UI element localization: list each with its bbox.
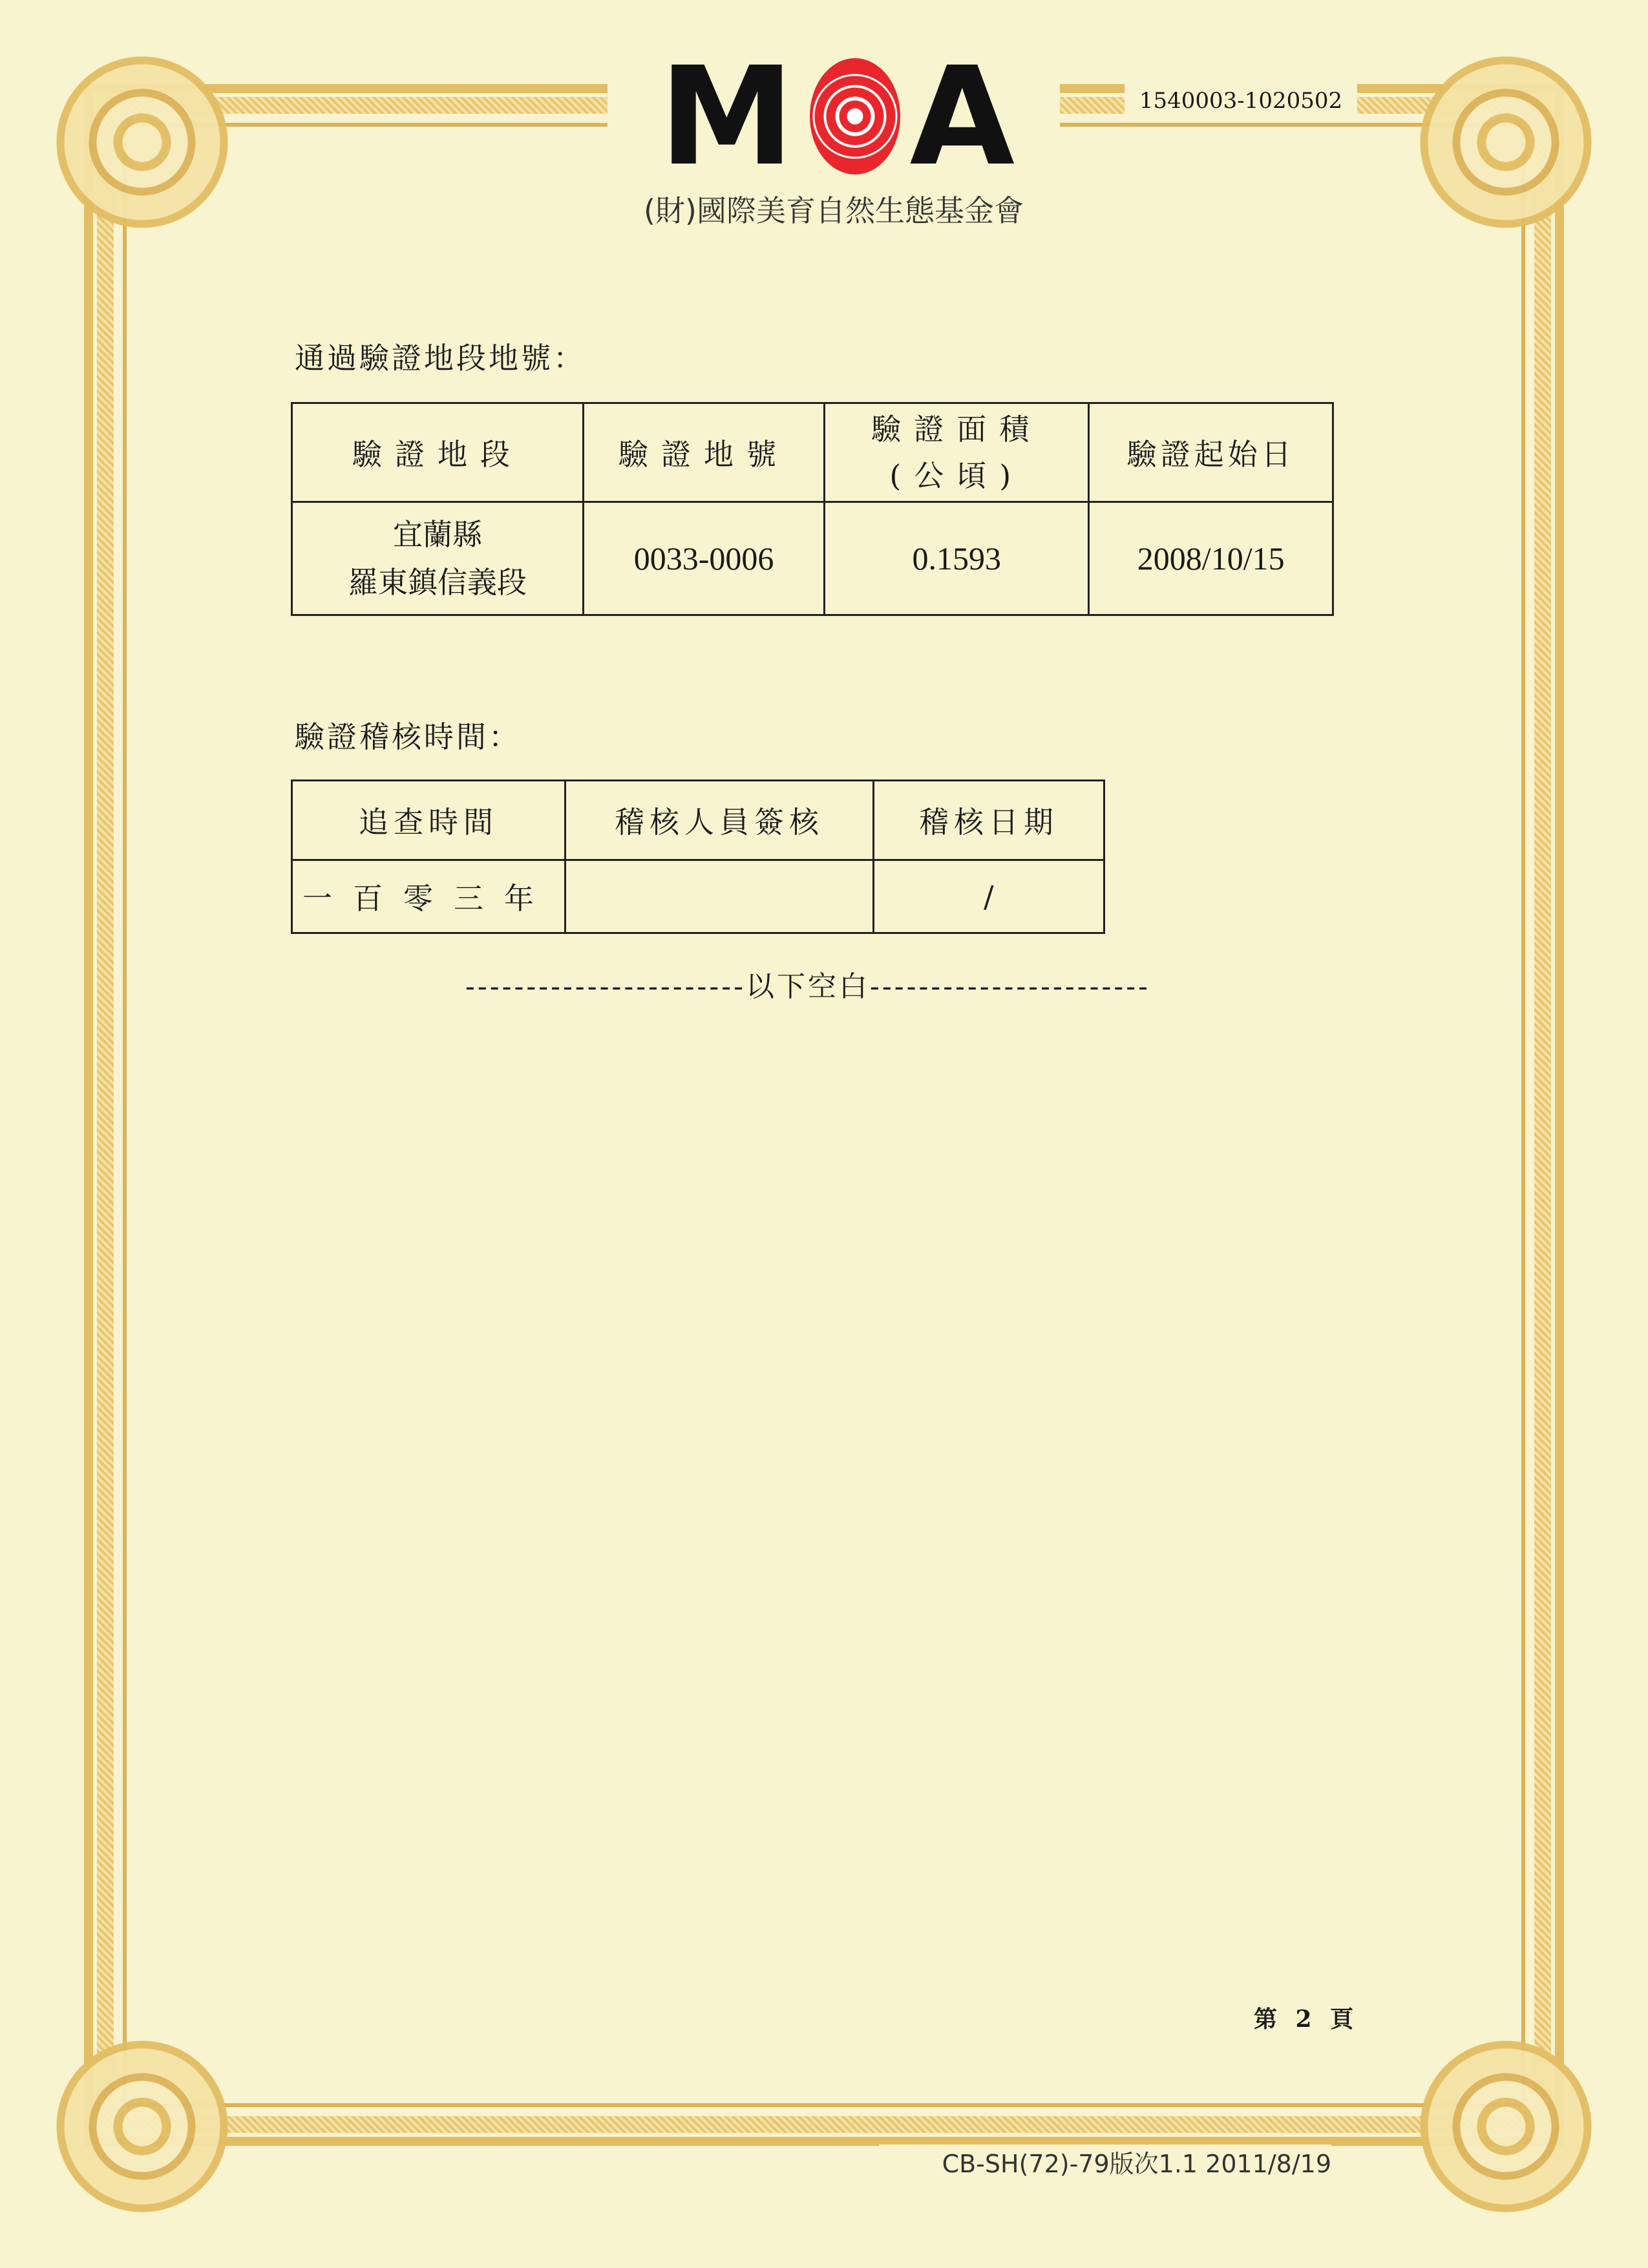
corner-ornament-top-left bbox=[52, 52, 233, 233]
cell-tracking-time: 一百零三年 bbox=[292, 860, 565, 933]
header-start-date: 驗證起始日 bbox=[1089, 403, 1333, 502]
header-lot-number: 驗證地號 bbox=[583, 403, 824, 502]
page-number: 第 2 頁 bbox=[1254, 2006, 1359, 2033]
audit-table bbox=[291, 779, 1105, 934]
certificate-id: 1540003-1020502 bbox=[1125, 83, 1357, 119]
cell-audit-date: / bbox=[873, 860, 1104, 933]
corner-ornament-bottom-left bbox=[52, 2036, 233, 2217]
header-area-line2: (公頃) bbox=[889, 458, 1024, 493]
cell-plot bbox=[292, 502, 584, 615]
table-header-row bbox=[292, 403, 1333, 502]
section-title-plots: 通過驗證地段地號： bbox=[295, 341, 586, 376]
table-header-row bbox=[292, 781, 1104, 860]
plots-table bbox=[291, 402, 1334, 616]
header-audit-date: 稽核日期 bbox=[873, 781, 1104, 860]
corner-ornament-top-right bbox=[1415, 52, 1596, 233]
organization-name: (財)國際美育自然生態基金會 bbox=[644, 193, 1024, 228]
logo-letter-a: A bbox=[909, 37, 1021, 196]
header bbox=[607, 39, 1060, 233]
table-row bbox=[292, 502, 1333, 615]
header-tracking-time: 追查時間 bbox=[292, 781, 565, 860]
cell-plot-line2: 羅東鎮信義段 bbox=[348, 565, 527, 600]
blank-below-notice: -----------------------以下空白----------------------- bbox=[465, 970, 1150, 1003]
section-title-audit: 驗證稽核時間： bbox=[295, 719, 521, 754]
logo-circle-icon bbox=[810, 58, 900, 175]
cell-plot-line1: 宜蘭縣 bbox=[392, 517, 482, 552]
header-area bbox=[825, 403, 1089, 502]
form-code: CB-SH(72)-79版次1.1 2011/8/19 bbox=[879, 2145, 1331, 2183]
table-row bbox=[292, 860, 1104, 933]
cell-auditor-signature bbox=[565, 860, 874, 933]
header-auditor-signature: 稽核人員簽核 bbox=[565, 781, 874, 860]
logo-letter-m: M bbox=[659, 37, 801, 196]
cell-area: 0.1593 bbox=[825, 502, 1089, 615]
moa-logo bbox=[659, 37, 1021, 196]
header-plot: 驗證地段 bbox=[292, 403, 584, 502]
cell-start-date: 2008/10/15 bbox=[1089, 502, 1333, 615]
header-area-line1: 驗證面積 bbox=[871, 412, 1042, 447]
corner-ornament-bottom-right bbox=[1415, 2036, 1596, 2217]
cell-lot-number: 0033-0006 bbox=[583, 502, 824, 615]
